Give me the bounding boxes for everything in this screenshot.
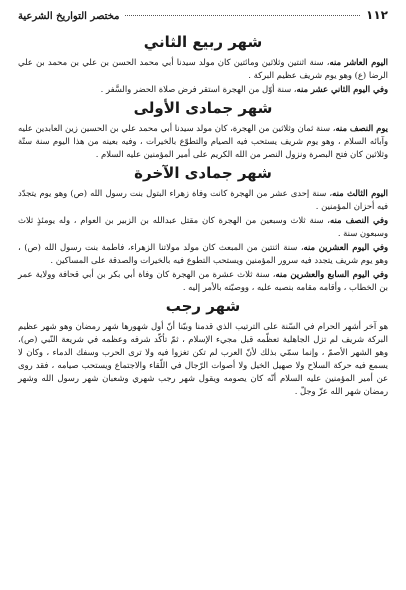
paragraph-lead: يوم النصف منه: [335, 123, 388, 133]
paragraph-text: ، سنة أوّل من الهجرة استقر فرض صلاة الحضر والسَّفر .: [100, 84, 297, 94]
paragraph-lead: اليوم العاشر منه: [329, 57, 388, 67]
paragraph-text: ، سنة اثنتين من المبعث كان مولد مولاتنا الزهراء، فاطمة بنت رسول الله (ص) ، وهو يوم شريف يتجدد فيه سرور المؤمنين ويستحب التطوع فيه بالخيرات والصدقة على المساكين .: [18, 242, 388, 265]
paragraph: [18, 214, 388, 240]
paragraph: [18, 122, 388, 161]
paragraph-text: ، سنة إحدى عشر من الهجرة كانت وفاة زهراء البتول بنت رسول الله (ص) وهو يوم يتجدّد فيه أحزان المؤمنين .: [18, 188, 388, 211]
section-jumada-al-akhira: [18, 164, 388, 294]
section-rabi-al-thani: [18, 33, 388, 96]
paragraph: [18, 268, 388, 294]
paragraph-lead: وفي النصف منه: [330, 215, 388, 225]
paragraph: [18, 320, 388, 398]
page-number: ١١٢: [366, 8, 388, 22]
paragraph: [18, 56, 388, 82]
section-jumada-al-ula: [18, 99, 388, 161]
section-title: شهر رجب: [165, 297, 241, 315]
paragraph-lead: وفي اليوم العشرين منه: [303, 242, 388, 252]
paragraph-text: ، سنة اثنتين وثلاثين ومائتين كان مولد سيدنا أبي محمد الحسن بن علي بن محمد بن علي الرضا (ع) وهو يوم شريف عظيم البركة .: [18, 57, 388, 80]
paragraph: [18, 83, 388, 96]
running-title: مختصر التواريخ الشرعية: [18, 11, 120, 22]
paragraph-lead: وفي اليوم الثاني عشر منه: [296, 84, 388, 94]
paragraph: [18, 241, 388, 267]
page-header: [18, 8, 388, 30]
paragraph-text: ، سنة ثلاث وسبعين من الهجرة كان مقتل عبدالله بن الزبير بن العوام ، وله يومئذٍ ثلاث وسبعون سنة .: [18, 215, 388, 238]
section-title: شهر ربيع الثاني: [143, 33, 263, 51]
section-title: شهر جمادى الأولى: [133, 99, 273, 117]
paragraph: [18, 187, 388, 213]
paragraph-text: هو آخر أشهر الحرام في السّنة على الترتيب الذي قدمنا وبيّنا أنّ أول شهورها شهر رمضان وهو شهر عظيم البركة شريف لم تزل الجاهلية تعظّمه قبل مجيء الإسلام ، ثمّ تأكّد شرفه وعظمه في شريعة النّبي (ص)، وهو الشهر الأصمّ ، وإنما سمّي بذلك لأنّ العرب لم تكن تغزوا فيه ولا ترى الحرب وسفك الدماء ، وكان لا يسمع فيه حركة السلاح ولا صهيل الخيل ولا أصوات الرّجال في اللّقاء والاجتماع ويستحب صيامه ، فقد روى عن أمير المؤمنين عليه السلام أنّه كان يصومه ويقول شهر رجب شهري وشعبان شهر رسول الله وشهر رمضان شهر الله عزّ وجلّ .: [18, 321, 388, 396]
header-dotted-rule: [125, 15, 360, 16]
section-title: شهر جمادى الآخرة: [134, 164, 272, 182]
paragraph-text: ، سنة ثلاث عشرة من الهجرة كان وفاة أبي بكر بن أبي قحافة وولاية عمر بن الخطاب ، وأقامه مقامه بنصبه عليه ، ووصيّته بالأمر إليه .: [18, 269, 388, 292]
paragraph-text: ، سنة ثمان وثلاثين من الهجرة، كان مولد سيدنا أبي محمد علي بن الحسين زين العابدين عليه وآبائه السلام ، وهو يوم شريف يستحب فيه الصيام والتطوّع بالخيرات ، وفيه بعينه من هذا اليوم سنة ستّة وثلاثين كان فتح البصرة ونزول النصر من الله الكريم على أمير المؤمنين عليه السلام .: [18, 123, 388, 159]
paragraph-lead: اليوم الثالث منه: [332, 188, 388, 198]
section-rajab: [18, 297, 388, 398]
paragraph-lead: وفي اليوم السابع والعشرين منه: [275, 269, 388, 279]
